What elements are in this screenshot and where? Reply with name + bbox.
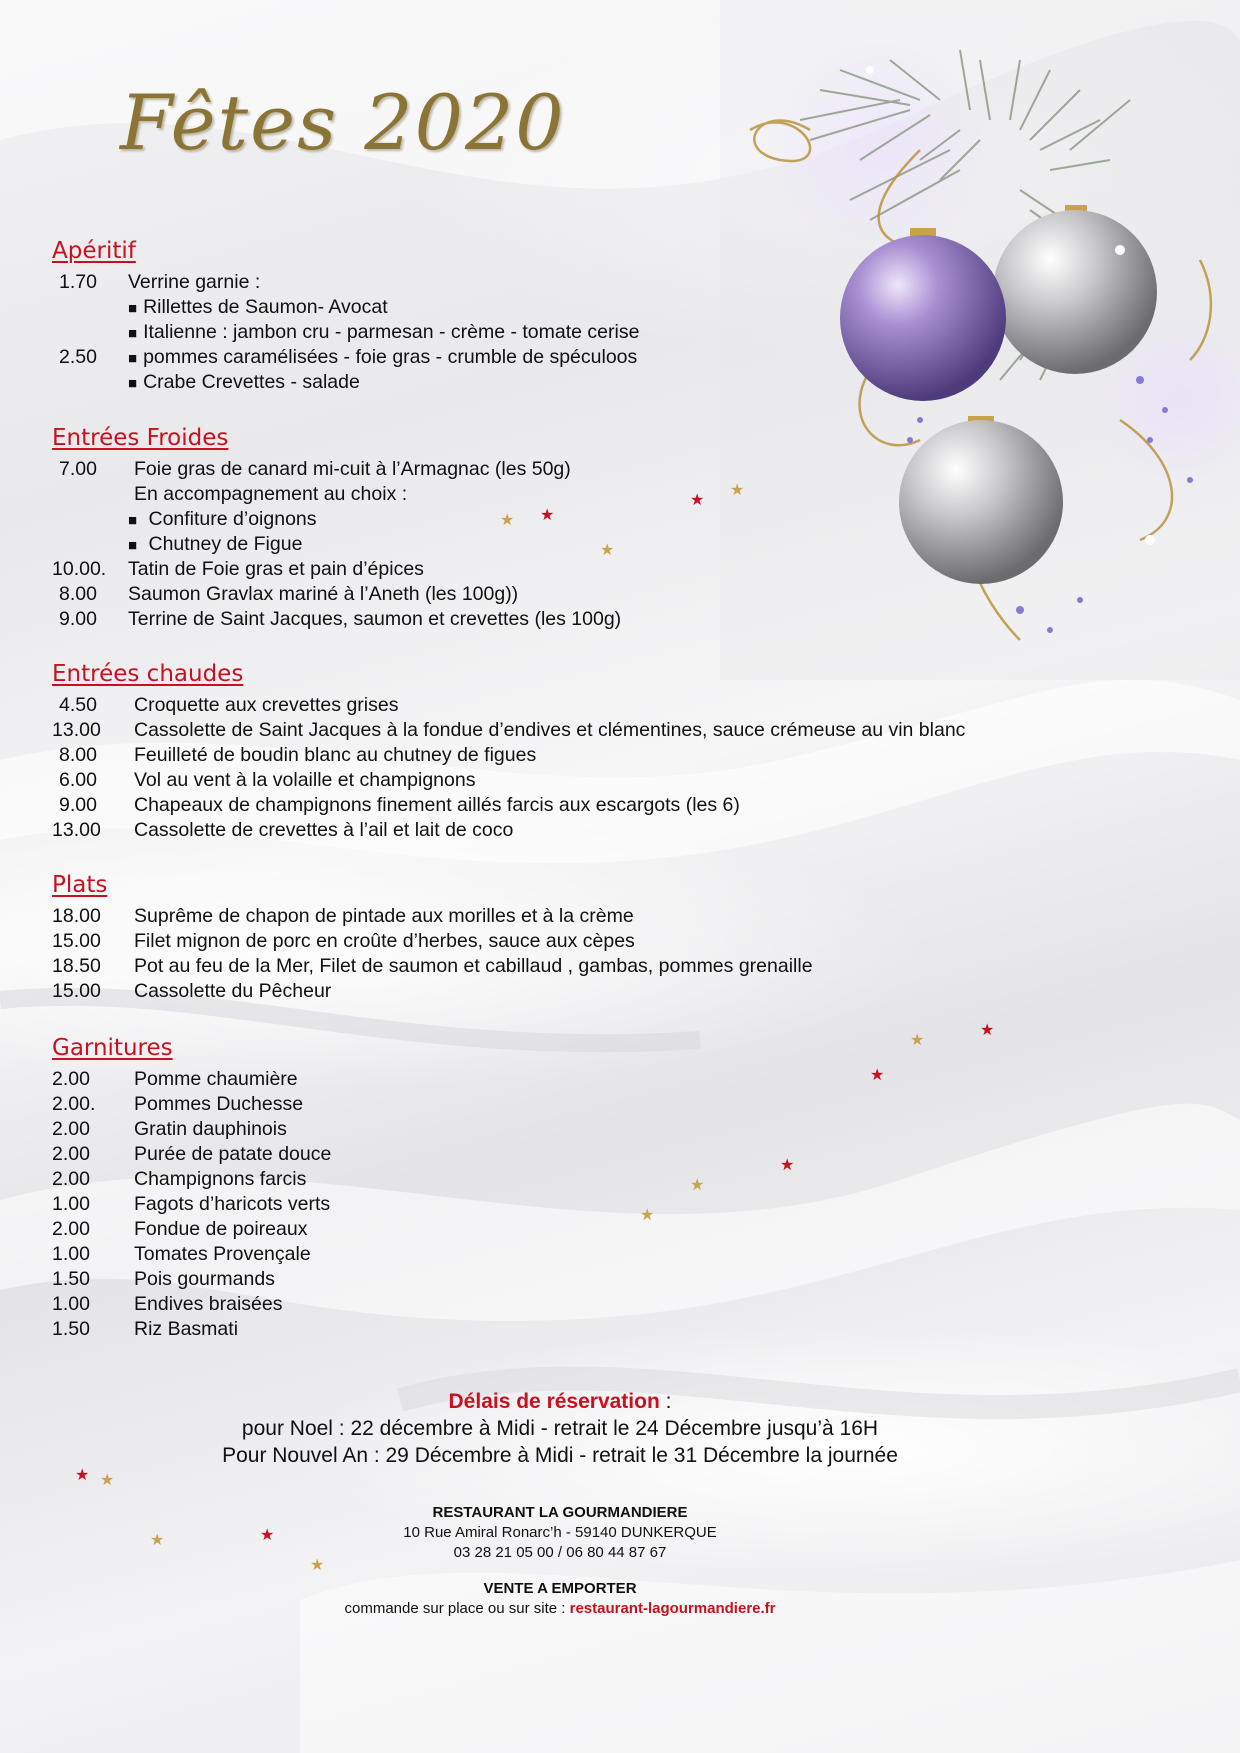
- reservation-title: Délais de réservation :: [448, 1390, 672, 1413]
- item-price: 2.00: [52, 1068, 90, 1090]
- svg-text:★: ★: [260, 1525, 275, 1544]
- menu-item: [52, 1092, 331, 1117]
- menu-item: [52, 557, 621, 582]
- svg-text:★: ★: [310, 1555, 325, 1574]
- vente-label: VENTE A EMPORTER: [483, 1580, 637, 1597]
- menu-item: [52, 1067, 331, 1092]
- svg-text:★: ★: [75, 1465, 90, 1484]
- item-name: Suprême de chapon de pintade aux morilles et à la crème: [134, 905, 634, 927]
- reservation-noel: pour Noel : 22 décembre à Midi - retrait le 24 Décembre jusqu’à 16H: [241, 1417, 879, 1440]
- svg-text:★: ★: [690, 490, 705, 509]
- item-price: 13.00: [52, 719, 101, 741]
- item-price: 7.00: [59, 458, 97, 480]
- bullet-icon: ■: [128, 300, 138, 317]
- menu-item: [52, 457, 621, 482]
- item-price: 4.50: [59, 694, 97, 716]
- section-heading: Entrées Froides: [52, 425, 229, 451]
- item-name: Vol au vent à la volaille et champignons: [134, 769, 476, 791]
- item-name: Cassolette de crevettes à l’ail et lait de coco: [134, 819, 514, 841]
- order-line: commande sur place ou sur site : restaurant-lagourmandiere.fr: [344, 1600, 776, 1617]
- item-name: Fagots d’haricots verts: [134, 1193, 331, 1215]
- page-title: Fêtes 2020: [120, 78, 566, 167]
- restaurant-name: RESTAURANT LA GOURMANDIERE: [432, 1504, 688, 1521]
- menu-item: [52, 1242, 331, 1267]
- sub-item: ■ Confiture d’oignons: [128, 508, 317, 530]
- item-price: 1.00: [52, 1243, 90, 1265]
- website-link[interactable]: restaurant-lagourmandiere.fr: [569, 1600, 776, 1617]
- svg-text:★: ★: [730, 480, 745, 499]
- menu-item: [52, 818, 965, 843]
- item-price: 15.00: [52, 930, 101, 952]
- menu-item: [52, 979, 813, 1004]
- item-price: 18.50: [52, 955, 101, 977]
- menu-item: [52, 1167, 331, 1192]
- sub-item: ■ Rillettes de Saumon- Avocat: [128, 296, 388, 318]
- item-price: 6.00: [59, 769, 97, 791]
- item-price: 2.50: [59, 346, 97, 368]
- section-entrees-froides: [52, 424, 621, 632]
- svg-text:★: ★: [100, 1470, 115, 1489]
- item-name: Champignons farcis: [134, 1168, 307, 1190]
- section-heading: Entrées chaudes: [52, 661, 244, 687]
- item-name: Pois gourmands: [134, 1268, 275, 1290]
- reservation-nouvel-an: Pour Nouvel An : 29 Décembre à Midi - retrait le 31 Décembre la journée: [222, 1444, 898, 1467]
- item-price: 2.00: [52, 1143, 90, 1165]
- item-name: Verrine garnie :: [128, 271, 261, 293]
- item-name: Croquette aux crevettes grises: [134, 694, 399, 716]
- item-name: Cassolette de Saint Jacques à la fondue d’endives et clémentines, sauce crémeuse au vin blanc: [134, 719, 966, 741]
- sub-item: ■ Chutney de Figue: [128, 533, 303, 555]
- item-price: 9.00: [59, 608, 97, 630]
- section-entrees-chaudes: [52, 660, 965, 843]
- bullet-icon: ■: [128, 512, 138, 529]
- item-name: Saumon Gravlax mariné à l’Aneth (les 100g)): [128, 583, 519, 605]
- menu-item: [52, 768, 965, 793]
- svg-text:★: ★: [690, 1175, 705, 1194]
- svg-text:★: ★: [500, 510, 515, 529]
- bullet-icon: ■: [128, 375, 138, 392]
- item-price: 1.00: [52, 1293, 90, 1315]
- section-aperitif: [52, 237, 639, 395]
- item-price: 13.00: [52, 819, 101, 841]
- item-name: Terrine de Saint Jacques, saumon et crevettes (les 100g): [128, 608, 622, 630]
- menu-item: [52, 1192, 331, 1217]
- item-price: 9.00: [59, 794, 97, 816]
- menu-item: [52, 793, 965, 818]
- menu-item: [52, 693, 965, 718]
- sub-item: ■ Italienne : jambon cru - parmesan - crème - tomate cerise: [128, 321, 640, 343]
- menu-item: [52, 1142, 331, 1167]
- menu-item: [52, 1117, 331, 1142]
- restaurant-info: [0, 1503, 1120, 1619]
- item-price: 2.00: [52, 1118, 90, 1140]
- sub-item: En accompagnement au choix :: [134, 483, 408, 505]
- restaurant-phones: 03 28 21 05 00 / 06 80 44 87 67: [453, 1544, 667, 1561]
- item-price: 15.00: [52, 980, 101, 1002]
- item-name: Tomates Provençale: [134, 1243, 311, 1265]
- menu-item: [52, 718, 965, 743]
- item-name: Filet mignon de porc en croûte d’herbes, sauce aux cèpes: [134, 930, 635, 952]
- menu-item: [52, 904, 813, 929]
- menu-item: [52, 743, 965, 768]
- item-name: Foie gras de canard mi-cuit à l’Armagnac (les 50g): [134, 458, 571, 480]
- item-price: 1.50: [52, 1268, 90, 1290]
- menu-item: [52, 607, 621, 632]
- section-heading: Garnitures: [52, 1035, 173, 1061]
- menu-item: [52, 270, 639, 295]
- section-heading: Apéritif: [52, 238, 136, 264]
- section-garnitures: [52, 1034, 331, 1342]
- svg-text:★: ★: [870, 1065, 885, 1084]
- svg-text:★: ★: [980, 1020, 995, 1039]
- svg-text:★: ★: [910, 1030, 925, 1049]
- item-name: Gratin dauphinois: [134, 1118, 287, 1140]
- item-name: Pommes Duchesse: [134, 1093, 304, 1115]
- item-price: 2.00: [52, 1168, 90, 1190]
- menu-item: [52, 929, 813, 954]
- reservation-block: [0, 1388, 1120, 1469]
- svg-text:★: ★: [540, 505, 555, 524]
- menu-item: [52, 345, 639, 370]
- menu-item: [52, 1267, 331, 1292]
- item-name: Feuilleté de boudin blanc au chutney de figues: [134, 744, 537, 766]
- item-name: Pomme chaumière: [134, 1068, 298, 1090]
- bullet-icon: ■: [128, 350, 138, 367]
- item-name: Tatin de Foie gras et pain d’épices: [128, 558, 424, 580]
- item-price: 18.00: [52, 905, 101, 927]
- section-heading: Plats: [52, 872, 108, 898]
- item-name: Cassolette du Pêcheur: [134, 980, 332, 1002]
- menu-item: [52, 582, 621, 607]
- item-price: 8.00: [59, 583, 97, 605]
- item-name: Pot au feu de la Mer, Filet de saumon et cabillaud , gambas, pommes grenaille: [134, 955, 813, 977]
- item-name: Chapeaux de champignons finement aillés farcis aux escargots (les 6): [134, 794, 740, 816]
- menu-item: [52, 1317, 331, 1342]
- restaurant-address: 10 Rue Amiral Ronarc’h - 59140 DUNKERQUE: [403, 1524, 717, 1541]
- bullet-icon: ■: [128, 537, 138, 554]
- item-price: 2.00.: [52, 1093, 96, 1115]
- bullet-icon: ■: [128, 325, 138, 342]
- item-name: Fondue de poireaux: [134, 1218, 308, 1240]
- item-price: 1.70: [59, 271, 97, 293]
- item-name: Riz Basmati: [134, 1318, 239, 1340]
- item-price: 2.00: [52, 1218, 90, 1240]
- item-price: 8.00: [59, 744, 97, 766]
- sub-item: ■ Crabe Crevettes - salade: [128, 371, 360, 393]
- svg-text:★: ★: [600, 540, 615, 559]
- menu-item: [52, 1217, 331, 1242]
- item-name: ■ pommes caramélisées - foie gras - crumble de spéculoos: [128, 346, 638, 368]
- svg-text:★: ★: [150, 1530, 165, 1549]
- section-plats: [52, 871, 813, 1004]
- item-price: 10.00.: [52, 558, 107, 580]
- menu-item: [52, 1292, 331, 1317]
- item-price: 1.50: [52, 1318, 90, 1340]
- menu-item: [52, 954, 813, 979]
- item-name: Endives braisées: [134, 1293, 283, 1315]
- svg-text:★: ★: [780, 1155, 795, 1174]
- item-name: Purée de patate douce: [134, 1143, 332, 1165]
- item-price: 1.00: [52, 1193, 90, 1215]
- svg-text:★: ★: [640, 1205, 655, 1224]
